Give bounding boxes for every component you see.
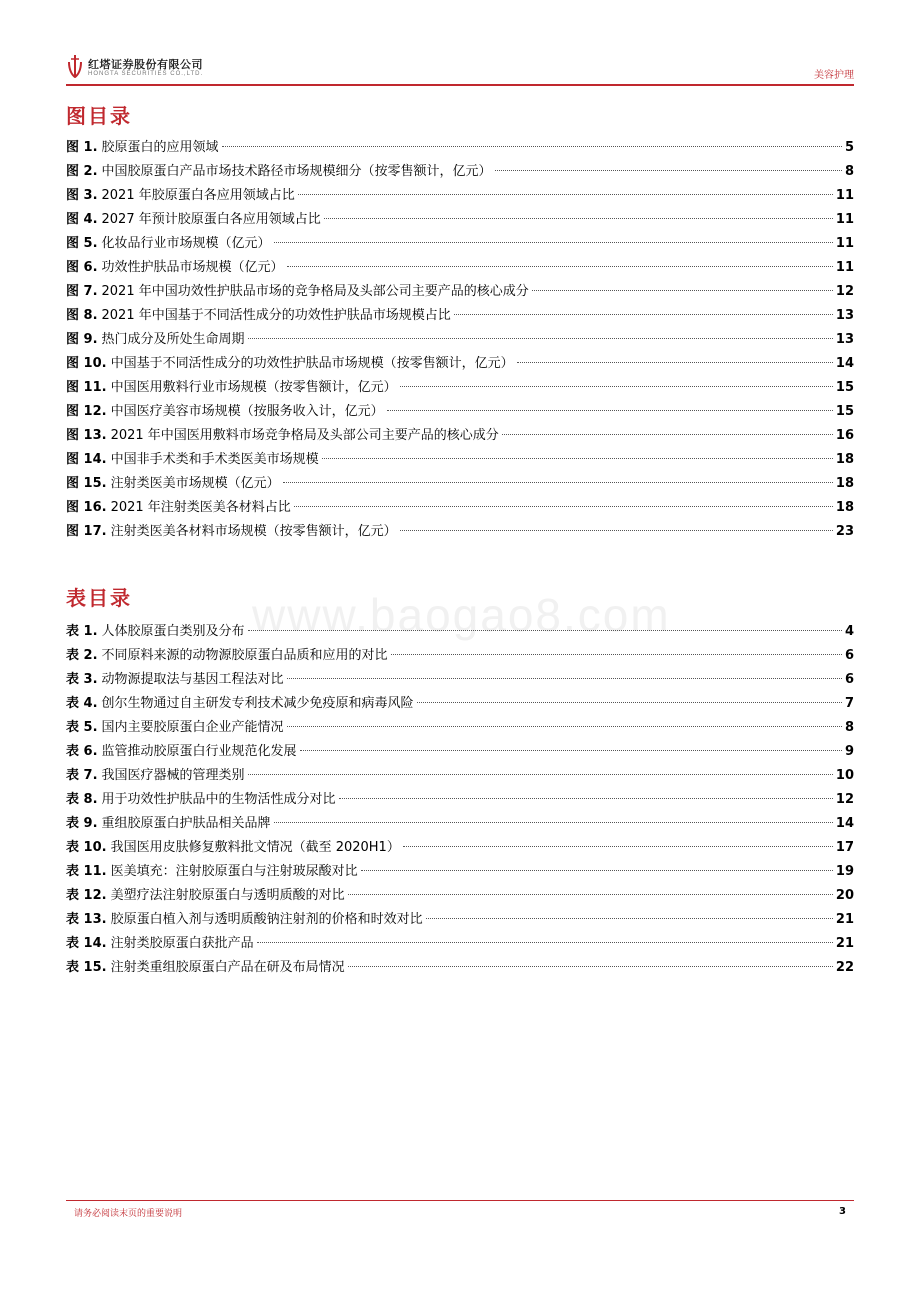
toc-page-number: 6 bbox=[844, 672, 854, 687]
toc-page-number: 8 bbox=[844, 720, 854, 735]
toc-entry-title: 国内主要胶原蛋白企业产能情况 bbox=[101, 720, 284, 735]
toc-entry-number: 表 10. bbox=[66, 840, 107, 855]
toc-entry-number: 图 5. bbox=[66, 236, 98, 251]
toc-entry-label bbox=[66, 424, 499, 448]
toc-entry-number: 表 1. bbox=[66, 624, 98, 639]
toc-page-number: 12 bbox=[835, 792, 854, 807]
toc-entry-number: 表 14. bbox=[66, 936, 107, 951]
table-list-item[interactable] bbox=[66, 764, 854, 788]
toc-entry-number: 图 8. bbox=[66, 308, 98, 323]
toc-dot-leader bbox=[274, 822, 833, 823]
toc-page-number: 18 bbox=[835, 500, 854, 515]
toc-page-number: 6 bbox=[844, 648, 854, 663]
toc-entry-title: 中国基于不同活性成分的功效性护肤品市场规模（按零售额计，亿元） bbox=[110, 356, 514, 371]
toc-entry-number: 表 8. bbox=[66, 792, 98, 807]
table-list-item[interactable] bbox=[66, 668, 854, 692]
toc-entry-label bbox=[66, 136, 219, 160]
toc-entry-label bbox=[66, 836, 400, 860]
toc-entry-label bbox=[66, 860, 358, 884]
figure-list-item[interactable] bbox=[66, 448, 854, 472]
toc-dot-leader bbox=[294, 506, 833, 507]
toc-entry-label bbox=[66, 812, 271, 836]
company-logo bbox=[66, 52, 246, 82]
figure-list-item[interactable] bbox=[66, 208, 854, 232]
toc-page-number: 11 bbox=[835, 212, 854, 227]
toc-entry-number: 表 3. bbox=[66, 672, 98, 687]
toc-entry-title: 中国医疗美容市场规模（按服务收入计，亿元） bbox=[110, 404, 384, 419]
toc-dot-leader bbox=[387, 410, 833, 411]
toc-entry-title: 功效性护肤品市场规模（亿元） bbox=[101, 260, 284, 275]
toc-entry-number: 表 12. bbox=[66, 888, 107, 903]
figure-list-item[interactable] bbox=[66, 400, 854, 424]
toc-dot-leader bbox=[298, 194, 833, 195]
toc-dot-leader bbox=[283, 482, 833, 483]
toc-entry-title: 2021 年中国基于不同活性成分的功效性护肤品市场规模占比 bbox=[101, 308, 451, 323]
toc-dot-leader bbox=[287, 726, 842, 727]
figure-list-item[interactable] bbox=[66, 328, 854, 352]
toc-entry-label bbox=[66, 740, 297, 764]
toc-page-number: 15 bbox=[835, 380, 854, 395]
figure-list-item[interactable] bbox=[66, 496, 854, 520]
toc-entry-label bbox=[66, 184, 295, 208]
toc-entry-title: 胶原蛋白植入剂与透明质酸钠注射剂的价格和时效对比 bbox=[110, 912, 423, 927]
page-header bbox=[66, 52, 854, 86]
toc-entry-title: 重组胶原蛋白护肤品相关品牌 bbox=[101, 816, 271, 831]
toc-dot-leader bbox=[400, 386, 833, 387]
table-list-item[interactable] bbox=[66, 692, 854, 716]
watermark: www.baogao8.com bbox=[252, 589, 671, 641]
toc-dot-leader bbox=[454, 314, 833, 315]
table-list-item[interactable] bbox=[66, 716, 854, 740]
toc-page-number: 23 bbox=[835, 524, 854, 539]
table-list-item[interactable] bbox=[66, 812, 854, 836]
table-list-item[interactable] bbox=[66, 620, 854, 644]
hongta-logo-icon bbox=[66, 54, 84, 78]
toc-entry-number: 图 6. bbox=[66, 260, 98, 275]
toc-dot-leader bbox=[502, 434, 833, 435]
toc-page-number: 19 bbox=[835, 864, 854, 879]
figure-list-item[interactable] bbox=[66, 232, 854, 256]
toc-page-number: 4 bbox=[844, 624, 854, 639]
toc-entry-number: 表 9. bbox=[66, 816, 98, 831]
toc-dot-leader bbox=[257, 942, 833, 943]
table-list-item[interactable] bbox=[66, 836, 854, 860]
toc-dot-leader bbox=[391, 654, 842, 655]
toc-page-number: 13 bbox=[835, 332, 854, 347]
toc-entry-label bbox=[66, 400, 384, 424]
toc-entry-number: 图 2. bbox=[66, 164, 98, 179]
figure-list-item[interactable] bbox=[66, 352, 854, 376]
toc-dot-leader bbox=[339, 798, 833, 799]
toc-dot-leader bbox=[287, 266, 833, 267]
figure-list-item[interactable] bbox=[66, 136, 854, 160]
toc-entry-title: 2021 年中国医用敷料市场竞争格局及头部公司主要产品的核心成分 bbox=[110, 428, 499, 443]
toc-dot-leader bbox=[400, 530, 833, 531]
toc-dot-leader bbox=[287, 678, 842, 679]
table-list bbox=[66, 620, 854, 980]
toc-entry-number: 图 1. bbox=[66, 140, 98, 155]
company-name-en: HONGTA SECURITIES CO.,LTD. bbox=[88, 71, 204, 77]
toc-entry-title: 医美填充：注射胶原蛋白与注射玻尿酸对比 bbox=[110, 864, 358, 879]
toc-entry-number: 图 9. bbox=[66, 332, 98, 347]
page-number: 3 bbox=[839, 1206, 846, 1217]
toc-entry-label bbox=[66, 716, 284, 740]
toc-entry-number: 图 13. bbox=[66, 428, 107, 443]
toc-entry-title: 热门成分及所处生命周期 bbox=[101, 332, 245, 347]
toc-entry-number: 图 3. bbox=[66, 188, 98, 203]
toc-dot-leader bbox=[248, 338, 833, 339]
toc-entry-title: 创尔生物通过自主研发专利技术减少免疫原和病毒风险 bbox=[101, 696, 414, 711]
toc-entry-number: 表 11. bbox=[66, 864, 107, 879]
figure-list bbox=[66, 136, 854, 544]
toc-entry-label bbox=[66, 472, 280, 496]
toc-dot-leader bbox=[222, 146, 842, 147]
toc-entry-label bbox=[66, 448, 319, 472]
table-list-item[interactable] bbox=[66, 884, 854, 908]
toc-entry-label bbox=[66, 520, 397, 544]
toc-entry-title: 2021 年中国功效性护肤品市场的竞争格局及头部公司主要产品的核心成分 bbox=[101, 284, 529, 299]
table-list-title: 表目录 bbox=[66, 586, 132, 610]
toc-entry-label bbox=[66, 620, 245, 644]
toc-page-number: 7 bbox=[844, 696, 854, 711]
toc-entry-label bbox=[66, 208, 321, 232]
table-list-item[interactable] bbox=[66, 644, 854, 668]
toc-entry-title: 注射类重组胶原蛋白产品在研及布局情况 bbox=[110, 960, 345, 975]
header-divider bbox=[66, 84, 854, 86]
toc-entry-number: 图 4. bbox=[66, 212, 98, 227]
toc-entry-title: 化妆品行业市场规模（亿元） bbox=[101, 236, 271, 251]
figure-list-item[interactable] bbox=[66, 280, 854, 304]
toc-entry-title: 我国医用皮肤修复敷料批文情况（截至 2020H1） bbox=[110, 840, 400, 855]
toc-entry-label bbox=[66, 304, 451, 328]
table-list-item[interactable] bbox=[66, 908, 854, 932]
table-list-item[interactable] bbox=[66, 956, 854, 980]
toc-entry-number: 表 7. bbox=[66, 768, 98, 783]
toc-entry-title: 美塑疗法注射胶原蛋白与透明质酸的对比 bbox=[110, 888, 345, 903]
toc-dot-leader bbox=[403, 846, 833, 847]
toc-entry-number: 图 14. bbox=[66, 452, 107, 467]
figure-list-item[interactable] bbox=[66, 160, 854, 184]
toc-entry-title: 用于功效性护肤品中的生物活性成分对比 bbox=[101, 792, 336, 807]
toc-page-number: 18 bbox=[835, 476, 854, 491]
toc-page-number: 16 bbox=[835, 428, 854, 443]
toc-entry-title: 中国非手术类和手术类医美市场规模 bbox=[110, 452, 319, 467]
toc-entry-number: 表 2. bbox=[66, 648, 98, 663]
toc-entry-label bbox=[66, 328, 245, 352]
toc-dot-leader bbox=[517, 362, 833, 363]
table-list-item[interactable] bbox=[66, 860, 854, 884]
toc-entry-label bbox=[66, 932, 254, 956]
toc-entry-label bbox=[66, 692, 414, 716]
toc-entry-number: 表 6. bbox=[66, 744, 98, 759]
toc-page-number: 21 bbox=[835, 936, 854, 951]
toc-entry-number: 图 7. bbox=[66, 284, 98, 299]
toc-dot-leader bbox=[248, 630, 842, 631]
toc-entry-number: 表 13. bbox=[66, 912, 107, 927]
toc-page-number: 8 bbox=[844, 164, 854, 179]
toc-page-number: 14 bbox=[835, 356, 854, 371]
toc-page-number: 20 bbox=[835, 888, 854, 903]
toc-page-number: 14 bbox=[835, 816, 854, 831]
toc-page-number: 11 bbox=[835, 260, 854, 275]
toc-entry-number: 图 11. bbox=[66, 380, 107, 395]
toc-entry-number: 图 17. bbox=[66, 524, 107, 539]
toc-entry-label bbox=[66, 764, 245, 788]
toc-entry-title: 注射类医美各材料市场规模（按零售额计，亿元） bbox=[110, 524, 397, 539]
toc-page-number: 21 bbox=[835, 912, 854, 927]
toc-entry-title: 监管推动胶原蛋白行业规范化发展 bbox=[101, 744, 297, 759]
table-list-item[interactable] bbox=[66, 788, 854, 812]
toc-entry-title: 胶原蛋白的应用领域 bbox=[101, 140, 219, 155]
footer-disclaimer-link[interactable]: 请务必阅读末页的重要说明 bbox=[74, 1209, 183, 1219]
toc-dot-leader bbox=[417, 702, 842, 703]
toc-dot-leader bbox=[348, 894, 833, 895]
toc-dot-leader bbox=[361, 870, 833, 871]
toc-entry-label bbox=[66, 908, 423, 932]
figure-list-item[interactable] bbox=[66, 376, 854, 400]
toc-entry-title: 不同原料来源的动物源胶原蛋白品质和应用的对比 bbox=[101, 648, 388, 663]
toc-page-number: 22 bbox=[835, 960, 854, 975]
toc-entry-title: 人体胶原蛋白类别及分布 bbox=[101, 624, 245, 639]
toc-page-number: 18 bbox=[835, 452, 854, 467]
toc-entry-label bbox=[66, 644, 388, 668]
toc-page-number: 5 bbox=[844, 140, 854, 155]
toc-dot-leader bbox=[274, 242, 833, 243]
toc-page-number: 17 bbox=[835, 840, 854, 855]
toc-entry-title: 中国医用敷料行业市场规模（按零售额计，亿元） bbox=[110, 380, 397, 395]
toc-entry-number: 图 10. bbox=[66, 356, 107, 371]
toc-dot-leader bbox=[426, 918, 833, 919]
toc-entry-label bbox=[66, 376, 397, 400]
footer-divider bbox=[66, 1200, 854, 1201]
figure-list-item[interactable] bbox=[66, 424, 854, 448]
toc-entry-label bbox=[66, 496, 291, 520]
toc-entry-label bbox=[66, 668, 284, 692]
toc-entry-label bbox=[66, 352, 514, 376]
toc-entry-label bbox=[66, 256, 284, 280]
toc-entry-label bbox=[66, 788, 336, 812]
toc-page-number: 11 bbox=[835, 188, 854, 203]
toc-page-number: 13 bbox=[835, 308, 854, 323]
toc-entry-label bbox=[66, 160, 492, 184]
toc-dot-leader bbox=[248, 774, 833, 775]
toc-page-number: 10 bbox=[835, 768, 854, 783]
toc-page-number: 11 bbox=[835, 236, 854, 251]
figure-list-item[interactable] bbox=[66, 472, 854, 496]
industry-tag: 美容护理 bbox=[814, 70, 854, 81]
figure-list-item[interactable] bbox=[66, 520, 854, 544]
toc-entry-number: 表 15. bbox=[66, 960, 107, 975]
toc-dot-leader bbox=[348, 966, 833, 967]
toc-entry-title: 中国胶原蛋白产品市场技术路径市场规模细分（按零售额计，亿元） bbox=[101, 164, 492, 179]
toc-dot-leader bbox=[532, 290, 833, 291]
toc-entry-label bbox=[66, 232, 271, 256]
figure-list-title: 图目录 bbox=[66, 104, 132, 128]
toc-page-number: 15 bbox=[835, 404, 854, 419]
toc-entry-title: 动物源提取法与基因工程法对比 bbox=[101, 672, 284, 687]
toc-entry-label bbox=[66, 884, 345, 908]
toc-entry-number: 图 15. bbox=[66, 476, 107, 491]
toc-entry-label bbox=[66, 280, 529, 304]
toc-dot-leader bbox=[495, 170, 842, 171]
table-list-item[interactable] bbox=[66, 932, 854, 956]
figure-list-item[interactable] bbox=[66, 184, 854, 208]
toc-entry-title: 我国医疗器械的管理类别 bbox=[101, 768, 245, 783]
toc-entry-number: 图 16. bbox=[66, 500, 107, 515]
toc-entry-number: 图 12. bbox=[66, 404, 107, 419]
toc-page-number: 12 bbox=[835, 284, 854, 299]
toc-dot-leader bbox=[322, 458, 833, 459]
company-name-cn: 红塔证券股份有限公司 bbox=[88, 58, 203, 71]
toc-entry-title: 2021 年胶原蛋白各应用领域占比 bbox=[101, 188, 295, 203]
toc-entry-title: 注射类胶原蛋白获批产品 bbox=[110, 936, 254, 951]
figure-list-item[interactable] bbox=[66, 256, 854, 280]
toc-entry-label bbox=[66, 956, 345, 980]
toc-entry-title: 注射类医美市场规模（亿元） bbox=[110, 476, 280, 491]
figure-list-item[interactable] bbox=[66, 304, 854, 328]
toc-entry-number: 表 5. bbox=[66, 720, 98, 735]
toc-entry-number: 表 4. bbox=[66, 696, 98, 711]
table-list-item[interactable] bbox=[66, 740, 854, 764]
toc-dot-leader bbox=[324, 218, 833, 219]
toc-entry-title: 2021 年注射类医美各材料占比 bbox=[110, 500, 291, 515]
toc-dot-leader bbox=[300, 750, 842, 751]
toc-entry-title: 2027 年预计胶原蛋白各应用领域占比 bbox=[101, 212, 321, 227]
toc-page-number: 9 bbox=[844, 744, 854, 759]
